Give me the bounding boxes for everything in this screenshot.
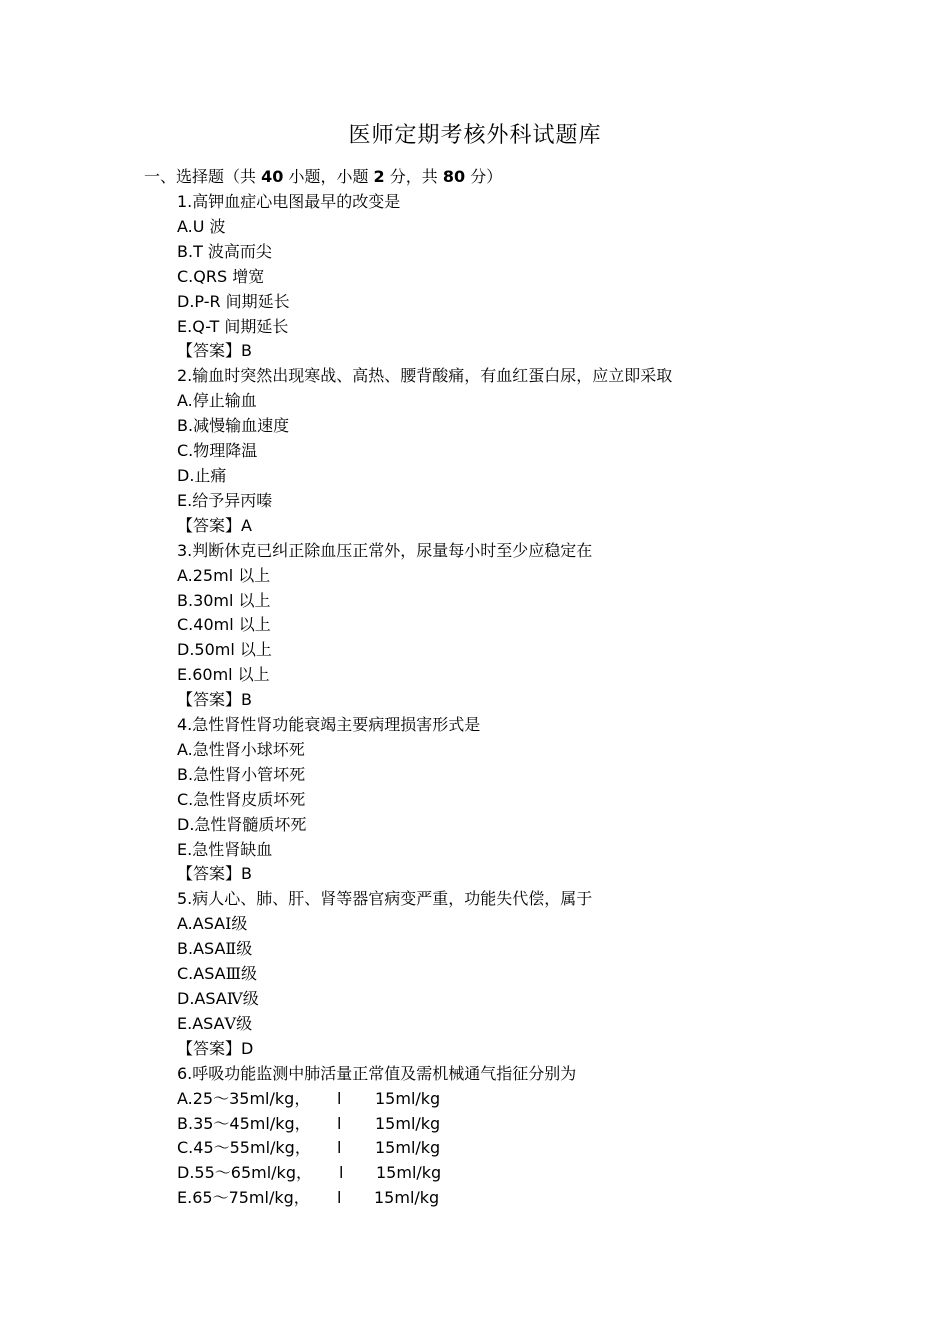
option-key: B. xyxy=(177,416,194,436)
option xyxy=(177,589,672,614)
option xyxy=(177,215,672,240)
question-number: 6. xyxy=(177,1063,193,1083)
option-text: 25～35ml/kg， xyxy=(192,1088,311,1108)
option-rest: 急性肾皮质坏死 xyxy=(193,789,306,809)
answer-value: A xyxy=(241,515,252,535)
option-key: A. xyxy=(177,565,193,585)
option-symbol: l xyxy=(337,1113,342,1133)
answer-line xyxy=(177,1037,672,1062)
option xyxy=(177,912,672,937)
option-symbol: l xyxy=(337,1138,342,1158)
option-key: B. xyxy=(177,241,194,261)
option-rest: 增宽 xyxy=(227,266,265,286)
option-key: A. xyxy=(177,391,193,411)
option-key: A. xyxy=(177,1088,193,1108)
option-rest: 止痛 xyxy=(194,465,227,485)
question-stem xyxy=(177,539,672,564)
answer-line xyxy=(177,862,672,887)
option-rest: 间期延长 xyxy=(220,291,290,311)
option-text: ASA xyxy=(192,914,226,934)
option-key: C. xyxy=(177,266,194,286)
option-rest: 以上 xyxy=(233,565,271,585)
option xyxy=(177,613,672,638)
option-rest: 物理降温 xyxy=(193,441,258,461)
option-key: C. xyxy=(177,441,194,461)
question-number: 4. xyxy=(177,715,193,735)
option-key: B. xyxy=(177,590,194,610)
option xyxy=(177,763,672,788)
option xyxy=(177,838,672,863)
option-rest: 停止输血 xyxy=(192,391,257,411)
option-rest: 以上 xyxy=(234,640,272,660)
option-threshold: 15ml/kg xyxy=(375,1138,441,1158)
option-rest: 以上 xyxy=(233,590,271,610)
points-each: 2 xyxy=(373,167,385,186)
option-rest: 急性肾髓质坏死 xyxy=(194,814,307,834)
option-key: A. xyxy=(177,216,193,236)
option-rest: Ⅰ级 xyxy=(225,914,248,934)
section-suffix: 分） xyxy=(465,167,503,186)
option xyxy=(177,788,672,813)
answer-label: 【答案】 xyxy=(177,341,242,361)
question-text: 高钾血症心电图最早的改变是 xyxy=(192,192,401,211)
answer-value: B xyxy=(241,864,252,884)
option xyxy=(177,265,672,290)
option xyxy=(177,1161,672,1186)
option-key: D. xyxy=(177,640,195,660)
option-rest: Ⅱ级 xyxy=(225,939,253,959)
option xyxy=(177,564,672,589)
option xyxy=(177,1112,672,1137)
option-rest: Ⅲ级 xyxy=(225,964,258,984)
answer-value: B xyxy=(241,690,252,710)
option-text: ASA xyxy=(192,1013,225,1033)
option-rest: 急性肾小球坏死 xyxy=(192,739,305,759)
question-number: 5. xyxy=(177,889,193,909)
option-key: A. xyxy=(177,914,193,934)
answer-value: D xyxy=(241,1038,254,1058)
option-threshold: 15ml/kg xyxy=(376,1163,442,1183)
option-key: D. xyxy=(177,465,195,485)
option-rest: 波 xyxy=(204,216,226,236)
option-key: C. xyxy=(177,1138,194,1158)
option xyxy=(177,638,672,663)
answer-label: 【答案】 xyxy=(177,515,242,535)
option-key: D. xyxy=(177,291,195,311)
option-text: 55～65ml/kg， xyxy=(194,1163,312,1183)
question-text: 呼吸功能监测中肺活量正常值及需机械通气指征分别为 xyxy=(192,1063,577,1083)
question-text: 急性肾性肾功能衰竭主要病理损害形式是 xyxy=(192,715,481,735)
option-key: E. xyxy=(177,839,193,859)
option xyxy=(177,738,672,763)
option-threshold: 15ml/kg xyxy=(375,1113,441,1133)
option-text: U xyxy=(192,216,205,236)
answer-line xyxy=(177,514,672,539)
answer-line xyxy=(177,688,672,713)
section-prefix: 一、选择题（共 xyxy=(144,167,262,186)
option xyxy=(177,1012,672,1037)
option-key: B. xyxy=(177,764,194,784)
question-stem xyxy=(177,713,672,738)
answer-label: 【答案】 xyxy=(177,1038,242,1058)
option-key: A. xyxy=(177,739,193,759)
option-rest: Ⅳ级 xyxy=(226,989,259,1008)
option-rest: Ⅴ级 xyxy=(224,1013,253,1033)
option-key: D. xyxy=(177,989,195,1008)
option xyxy=(177,290,672,315)
question-stem xyxy=(177,364,672,389)
question-number: 2. xyxy=(177,366,193,386)
option xyxy=(177,240,672,265)
option xyxy=(177,663,672,688)
option-text: ASA xyxy=(193,939,226,959)
option-key: E. xyxy=(177,665,193,685)
option-text: 60ml xyxy=(192,665,233,685)
question-stem xyxy=(177,190,672,215)
answer-value: B xyxy=(241,341,252,361)
option-key: D. xyxy=(177,814,195,834)
option-key: B. xyxy=(177,1113,194,1133)
option-text: 45～55ml/kg， xyxy=(193,1138,311,1158)
option-text: 35～45ml/kg， xyxy=(193,1113,311,1133)
option-rest: 以上 xyxy=(232,665,270,685)
option-key: B. xyxy=(177,939,194,959)
option-key: C. xyxy=(177,789,194,809)
total-points: 80 xyxy=(442,167,466,186)
option xyxy=(177,813,672,838)
option-text: Q-T xyxy=(192,316,220,336)
option-symbol: l xyxy=(339,1163,344,1183)
option-key: C. xyxy=(177,964,194,984)
option-rest: 给予异丙嗪 xyxy=(192,490,273,510)
question-list xyxy=(177,190,672,1211)
option xyxy=(177,439,672,464)
option-rest: 以上 xyxy=(233,615,271,635)
option-text: P-R xyxy=(194,291,221,311)
option-text: 30ml xyxy=(193,590,234,610)
option-rest: 间期延长 xyxy=(219,316,289,336)
option-rest: 减慢输血速度 xyxy=(193,416,290,436)
option xyxy=(177,414,672,439)
question-text: 病人心、肺、肝、肾等器官病变严重，功能失代偿，属于 xyxy=(192,889,593,909)
option xyxy=(177,1136,672,1161)
document-title: 医师定期考核外科试题库 xyxy=(348,123,602,148)
option-text: T xyxy=(193,241,203,261)
question-count: 40 xyxy=(261,167,284,186)
option xyxy=(177,962,672,987)
question-text: 输血时突然出现寒战、高热、腰背酸痛，有血红蛋白尿，应立即采取 xyxy=(192,366,673,386)
option-text: 50ml xyxy=(194,640,235,660)
question-stem xyxy=(177,887,672,912)
option xyxy=(177,315,672,340)
option-rest: 急性肾缺血 xyxy=(192,839,273,859)
answer-label: 【答案】 xyxy=(177,690,242,710)
section-heading xyxy=(144,165,502,190)
question-number: 1. xyxy=(177,192,193,211)
option-key: E. xyxy=(177,1188,193,1208)
section-mid1: 小题，小题 xyxy=(283,167,374,186)
option xyxy=(177,464,672,489)
option-symbol: l xyxy=(337,1188,342,1208)
option-key: D. xyxy=(177,1163,195,1183)
option-key: E. xyxy=(177,316,193,336)
option xyxy=(177,1186,672,1211)
option-text: 65～75ml/kg， xyxy=(192,1188,310,1208)
option-text: 40ml xyxy=(193,615,234,635)
option-threshold: 15ml/kg xyxy=(374,1188,440,1208)
answer-line xyxy=(177,339,672,364)
option-text: ASA xyxy=(194,989,227,1008)
option xyxy=(177,489,672,514)
answer-label: 【答案】 xyxy=(177,864,242,884)
option-rest: 急性肾小管坏死 xyxy=(193,764,306,784)
option-text: 25ml xyxy=(192,565,234,585)
option-key: C. xyxy=(177,615,194,635)
option-key: E. xyxy=(177,1013,193,1033)
section-mid2: 分，共 xyxy=(384,167,443,186)
question-text: 判断休克已纠正除血压正常外，尿量每小时至少应稳定在 xyxy=(192,540,593,560)
option-key: E. xyxy=(177,490,193,510)
option xyxy=(177,987,672,1012)
option xyxy=(177,937,672,962)
option-threshold: 15ml/kg xyxy=(375,1088,441,1108)
option xyxy=(177,389,672,414)
option-symbol: l xyxy=(337,1088,342,1108)
question-number: 3. xyxy=(177,540,193,560)
option-rest: 波高而尖 xyxy=(202,241,272,261)
option-text: QRS xyxy=(193,266,228,286)
option-text: ASA xyxy=(193,964,226,984)
option xyxy=(177,1087,672,1112)
question-stem xyxy=(177,1062,672,1087)
